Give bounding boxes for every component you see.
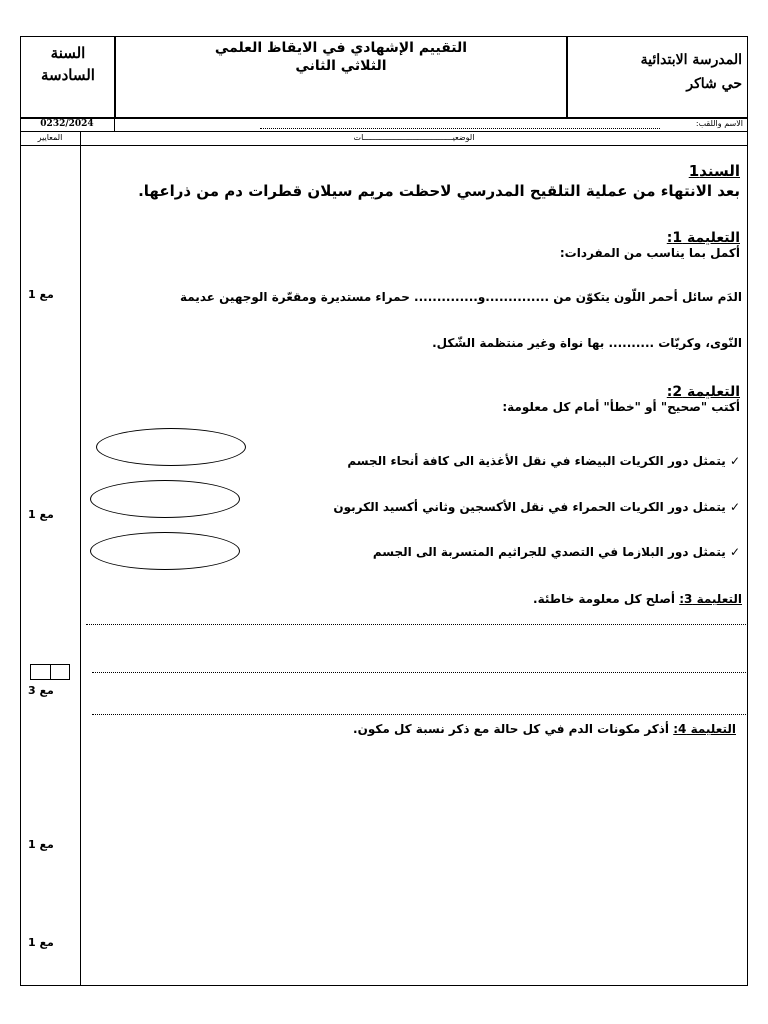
task3-line — [400, 592, 742, 606]
trimester: الثلاثي الثاني — [295, 58, 387, 74]
answer-oval-1[interactable] — [96, 428, 246, 466]
criterion-5: مع 1 — [28, 936, 54, 949]
check-icon: ✓ — [729, 454, 740, 468]
task3-instruction: أصلح كل معلومة خاطئة. — [533, 592, 676, 606]
task2-title: التعليمة 2: — [666, 384, 740, 400]
criteria-header: المعايير — [37, 133, 63, 142]
school-name: المدرسة الابتدائية — [640, 52, 742, 68]
task4-title: التعليمة 4: — [673, 722, 736, 736]
answer-line-3[interactable] — [92, 714, 746, 715]
task3-title: التعليمة 3: — [679, 592, 742, 606]
task4-instruction: أذكر مكونات الدم في كل حالة مع ذكر نسبة كل مكون. — [353, 722, 670, 736]
name-row-divider — [114, 118, 115, 132]
year-code: 0232/2024 — [40, 119, 94, 129]
criteria-column-divider — [80, 132, 81, 986]
name-label[interactable]: الاسم واللقب: — [695, 119, 743, 128]
section-title: السند1 — [688, 162, 740, 180]
year-line2: السادسة — [41, 66, 95, 84]
answer-oval-2[interactable] — [90, 480, 240, 518]
answer-oval-3[interactable] — [90, 532, 240, 570]
check-icon: ✓ — [729, 500, 740, 514]
criterion-1: مع 1 — [28, 288, 54, 301]
situations-header: الوضعيــــــــــــــــــــــــــــــــــــــات — [353, 133, 475, 142]
task1-instruction: أكمل بما يناسب من المفردات: — [559, 246, 740, 260]
check-icon: ✓ — [729, 545, 740, 559]
criterion-4: مع 1 — [28, 838, 54, 851]
answer-line-1[interactable] — [86, 624, 746, 625]
answer-line-2[interactable] — [92, 672, 746, 673]
year-line1: السنة — [50, 44, 86, 62]
task1-title: التعليمة 1: — [666, 230, 740, 246]
task1-line2[interactable]: النّوى، وكريّات .......... بها نواة وغير منتظمة الشّكل. — [432, 336, 742, 350]
task2-item-1: ✓ يتمثل دور الكريات البيضاء في نقل الأغذية الى كافة أنحاء الجسم — [347, 454, 740, 468]
task2-item-2: ✓ يتمثل دور الكريات الحمراء في نقل الأكسجين وثاني أكسيد الكربون — [333, 500, 740, 514]
task2-instruction: أكتب "صحيح" أو "خطأ" أمام كل معلومة: — [502, 400, 740, 414]
criterion-3: مع 3 — [28, 684, 54, 697]
task2-item-3: ✓ يتمثل دور البلازما في التصدي للجراثيم المتسربة الى الجسم — [372, 545, 740, 559]
task4-line — [290, 722, 736, 736]
criterion-2: مع 1 — [28, 508, 54, 521]
school-district: حي شاكر — [686, 76, 742, 92]
score-box-divider — [50, 664, 51, 680]
task1-line1[interactable]: الدَم سائل أحمر اللّون يتكوّن من ..............و.............. حمراء مستديرة ومقعّرة الوجهين عديمة — [179, 290, 742, 304]
exam-title: التقييم الإشهادي في الايقاظ العلمي — [214, 40, 468, 56]
name-dots — [260, 128, 660, 129]
section-context: بعد الانتهاء من عملية التلقيح المدرسي لاحظت مريم سيلان قطرات دم من ذراعها. — [138, 182, 740, 200]
